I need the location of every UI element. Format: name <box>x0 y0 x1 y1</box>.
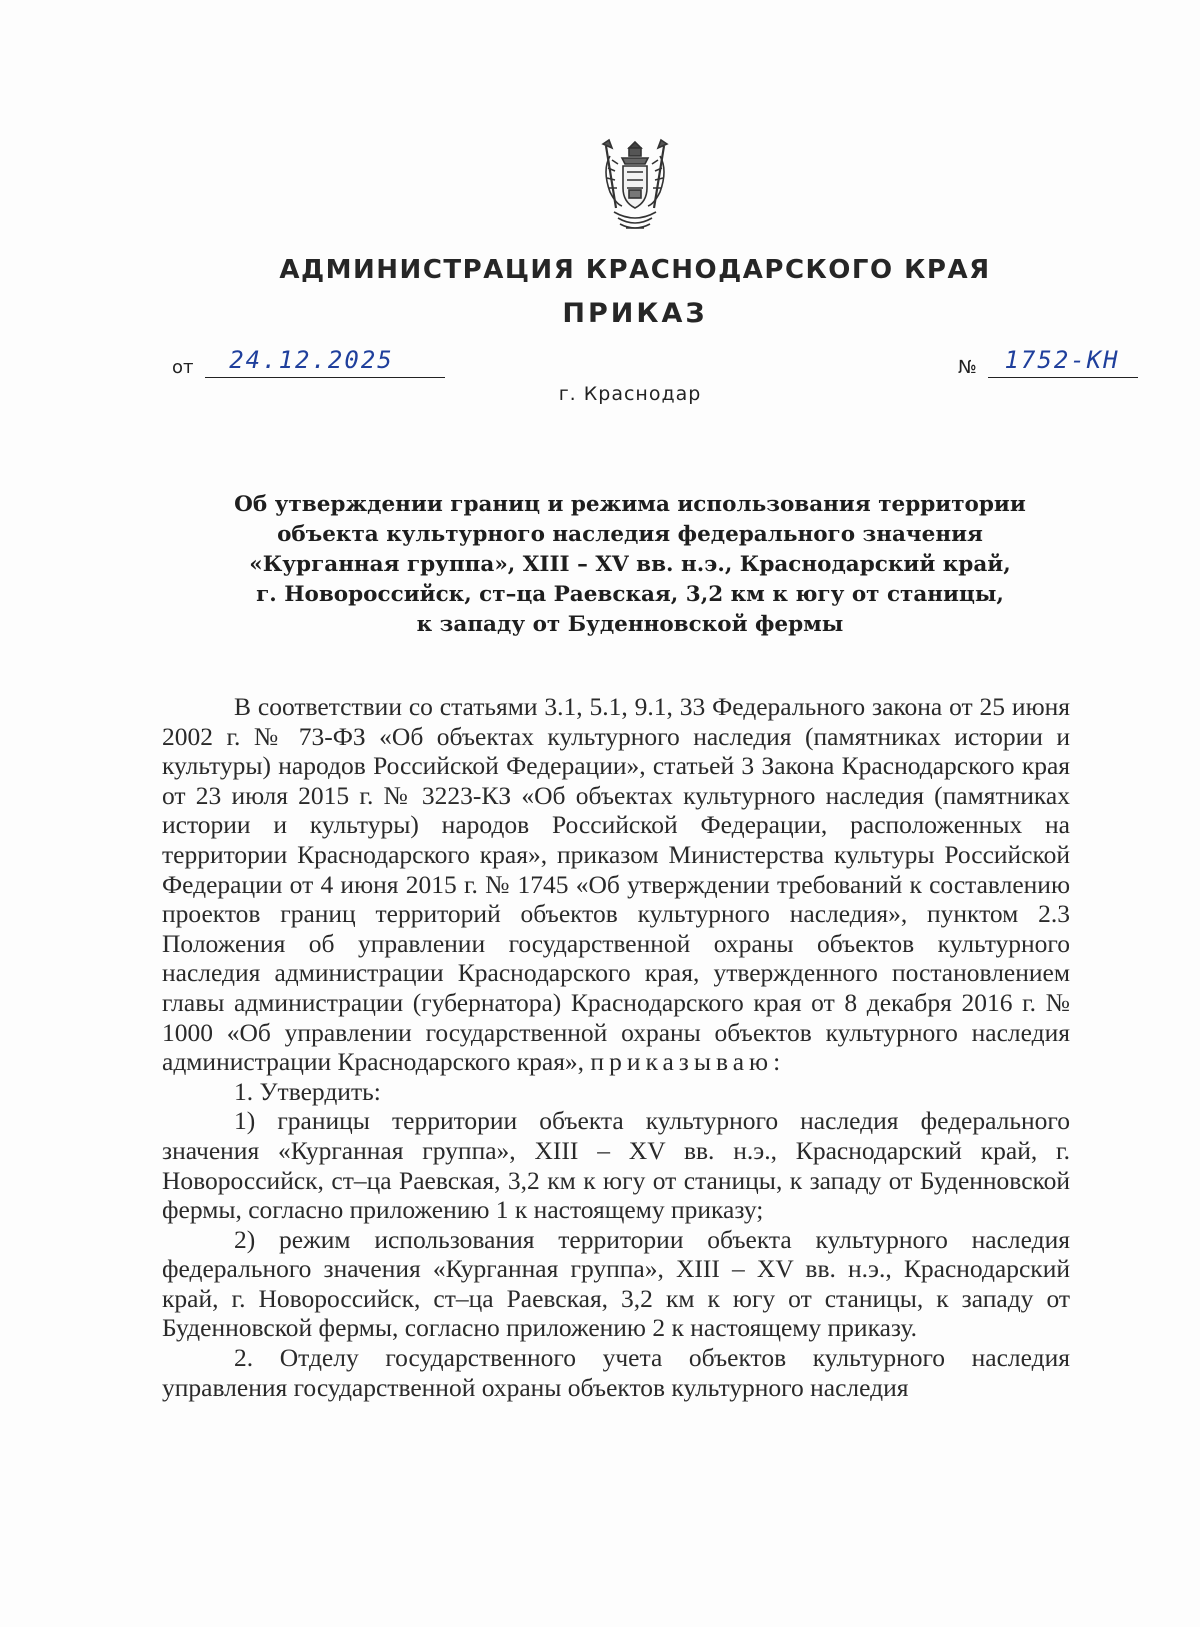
number-field <box>958 346 1138 378</box>
krasnodar-coat-of-arms-icon <box>600 138 670 234</box>
title-line: к западу от Буденновской фермы <box>416 612 844 637</box>
handwritten-number: 1752-КН <box>1004 346 1120 374</box>
organization-name: АДМИНИСТРАЦИЯ КРАСНОДАРСКОГО КРАЯ <box>279 255 991 285</box>
title-line: Об утверждении границ и режима использования территории <box>234 492 1026 517</box>
document-type: ПРИКАЗ <box>562 298 708 329</box>
date-prefix: от <box>172 357 194 378</box>
document-body <box>162 692 1070 1402</box>
date-field <box>172 346 445 378</box>
item-1: 1. Утвердить: <box>234 1076 381 1106</box>
number-prefix: № <box>958 357 977 378</box>
preamble-paragraph <box>162 692 1070 1077</box>
city: г. Краснодар <box>558 383 702 405</box>
document-title <box>190 490 1070 640</box>
title-line: «Курганная группа», XIII – XV вв. н.э., Краснодарский край, <box>249 552 1011 577</box>
order-word: приказываю: <box>590 1047 786 1077</box>
preamble-text: В соответствии со статьями 3.1, 5.1, 9.1, 33 Федерального закона от 25 июня 2002 г. № 73-ФЗ «Об объектах культурного наследия (памятниках истории и культуры) народов Российской Федерации», статьей 3 Закона Краснодарского края от 23 июля 2015 г. № 3223-КЗ «Об объектах культурного наследия (памятниках истории и культуры) народов Российской Федерации, расположенных на территории Краснодарского края», приказом Министерства культуры Российской Федерации от 4 июня 2015 г. № 1745 «Об утверждении требований к составлению проектов границ территорий объектов культурного наследия», пунктом 2.3 Положения об управлении государственной охраны объектов культурного наследия администрации Краснодарского края, утвержденного постановлением главы администрации (губернатора) Краснодарского края от 8 декабря 2016 г. № 1000 «Об управлении государственной охраны объектов культурного наследия администрации Краснодарского края», <box>162 692 1070 1077</box>
item-1-2: 2) режим использования территории объекта культурного наследия федерального значения «Курганная группа», XIII – XV вв. н.э., Краснодарский край, г. Новороссийск, ст–ца Раевская, 3,2 км к югу от станицы, к западу от Буденновской фермы, согласно приложению 2 к настоящему приказу. <box>162 1224 1070 1343</box>
date-line <box>205 346 445 378</box>
title-line: объекта культурного наследия федерального значения <box>277 522 983 547</box>
item-1-1: 1) границы территории объекта культурного наследия федерального значения «Курганная группа», XIII – XV вв. н.э., Краснодарский край, г. Новороссийск, ст–ца Раевская, 3,2 км к югу от станицы, к западу от Буденновской фермы, согласно приложению 1 к настоящему приказу; <box>162 1106 1070 1225</box>
item-2: 2. Отделу государственного учета объектов культурного наследия управления государственной охраны объектов культурного наследия <box>162 1343 1070 1402</box>
title-line: г. Новороссийск, ст–ца Раевская, 3,2 км к югу от станицы, <box>256 582 1004 607</box>
number-line <box>988 346 1138 378</box>
handwritten-date: 24.12.2025 <box>229 346 394 374</box>
